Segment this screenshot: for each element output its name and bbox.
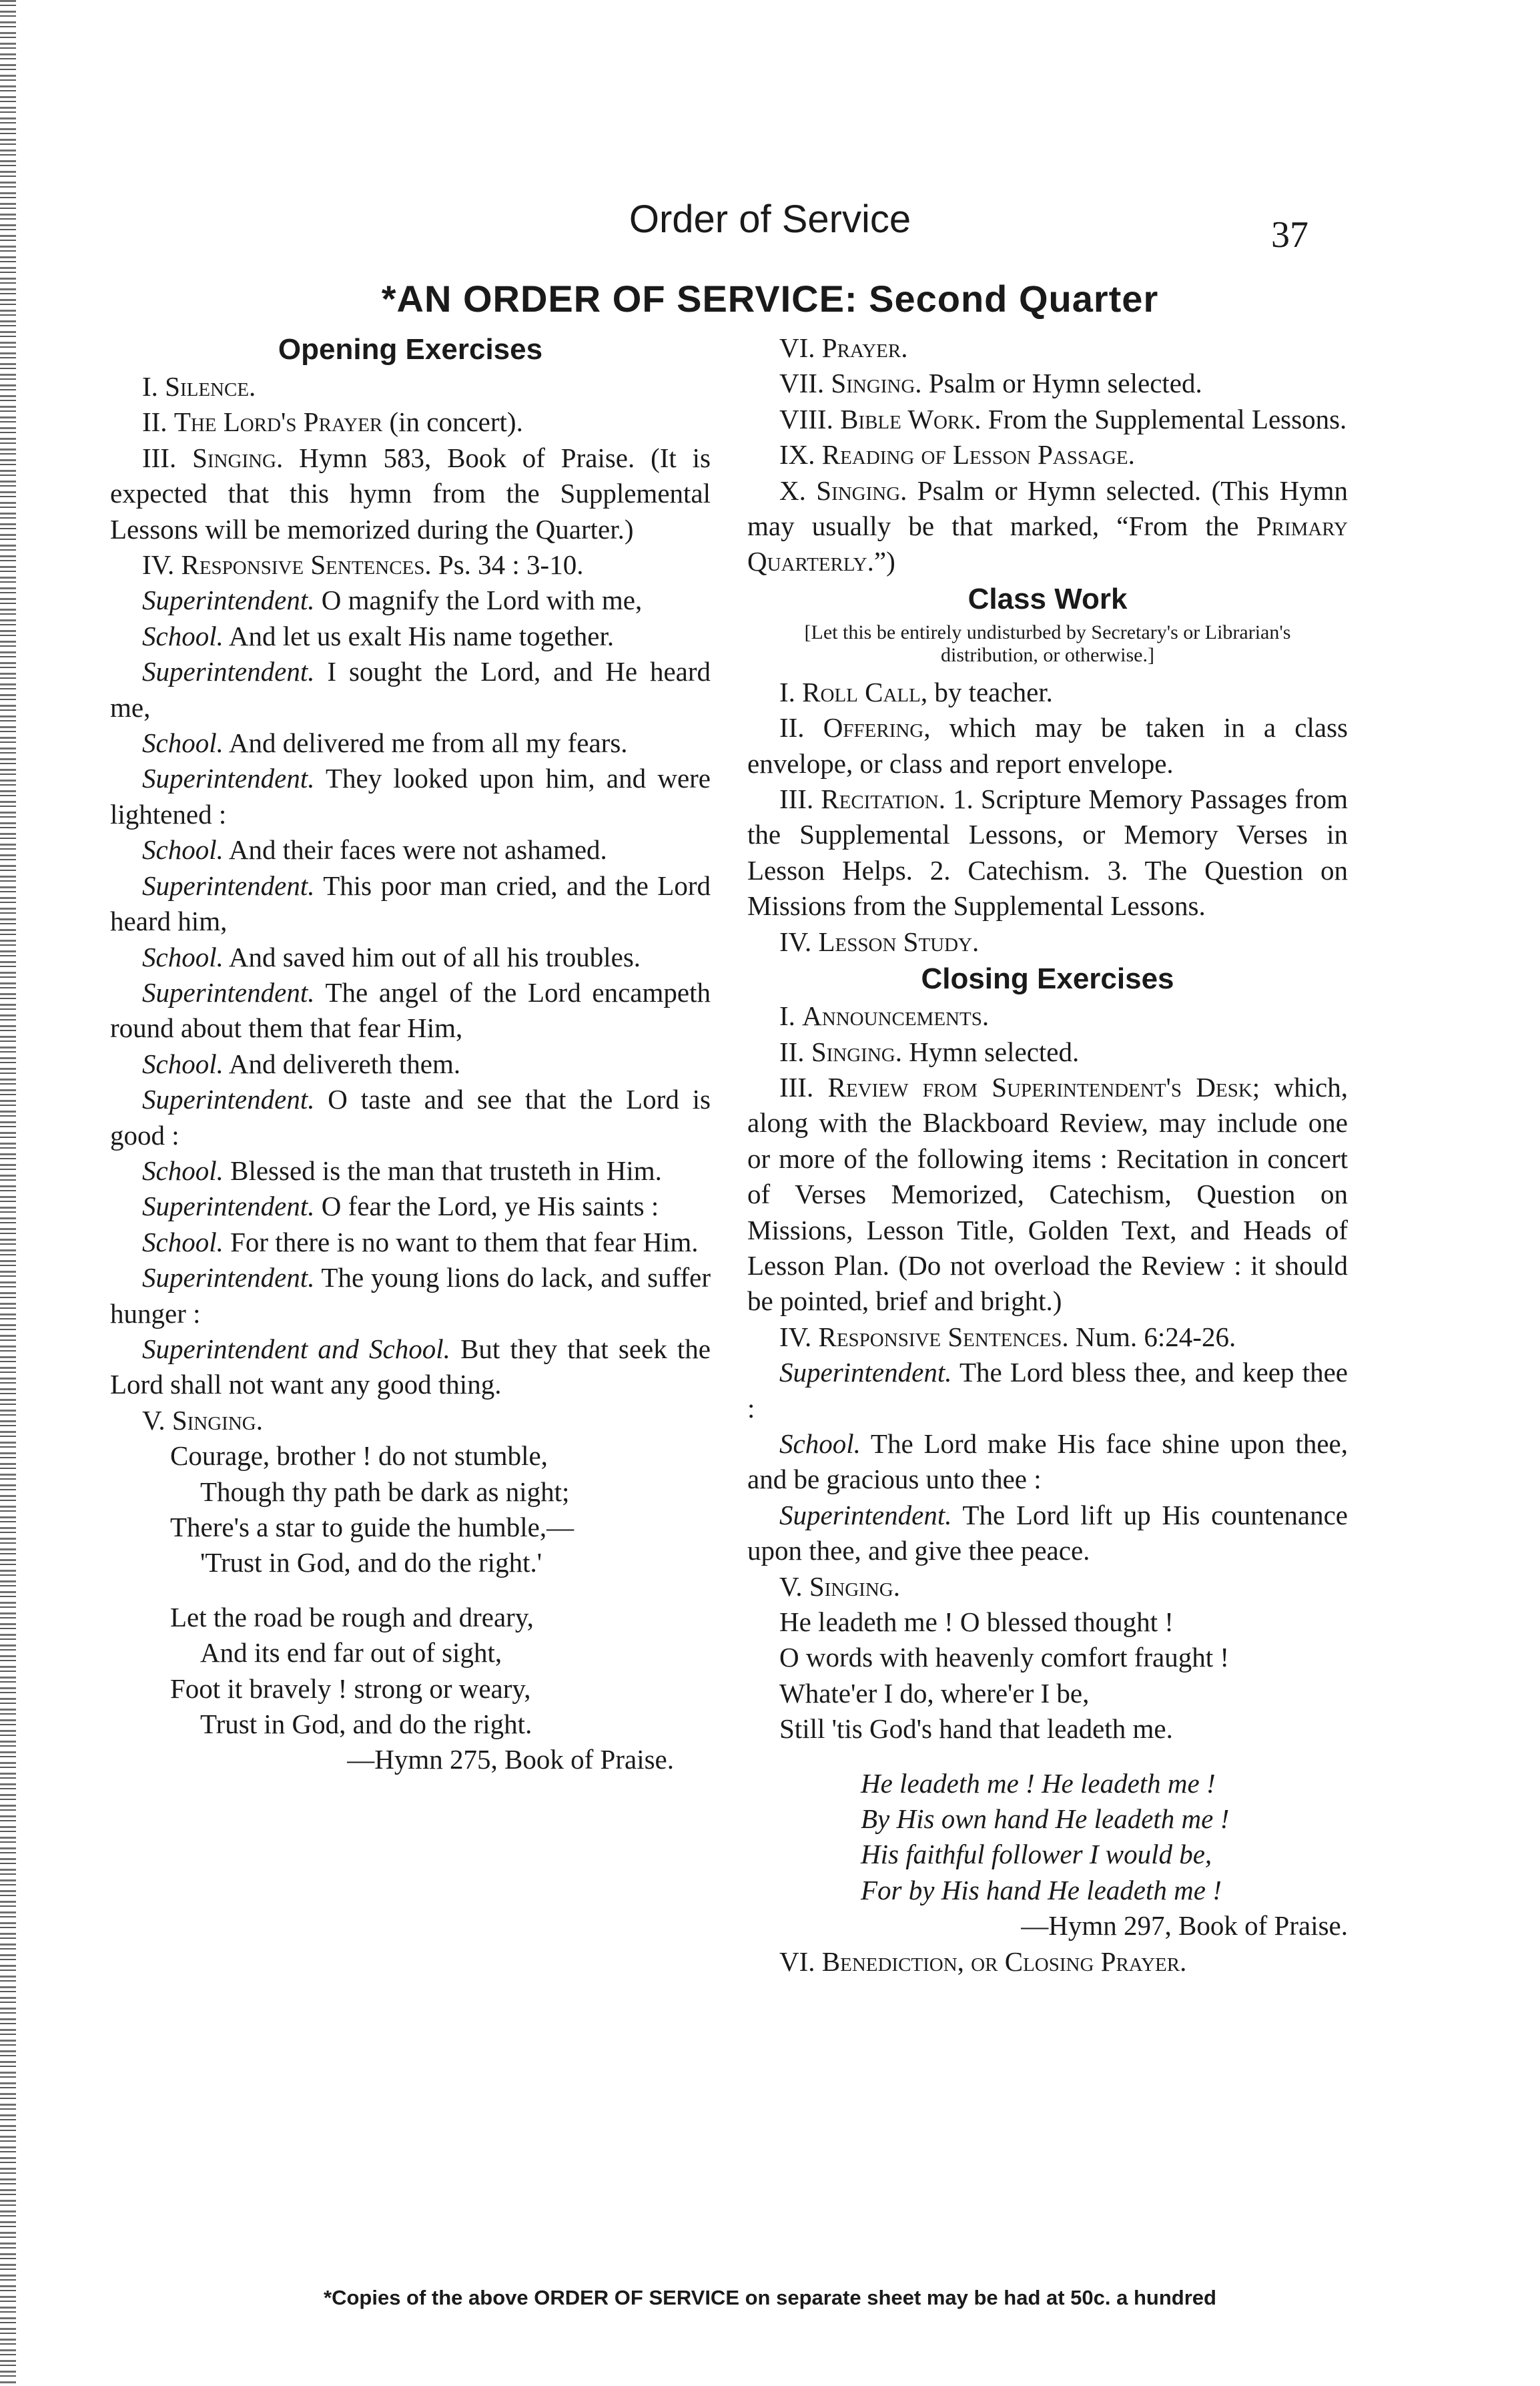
- response-line: School. The Lord make His face shine upon thee, and be gracious unto thee :: [747, 1428, 1348, 1495]
- item-singing-selected: X. Singing. Psalm or Hymn selected. (This Hymn may usually be that marked, “From the Primary Quarterly.”): [747, 475, 1349, 577]
- verse-line: Trust in God, and do the right.: [200, 1709, 532, 1740]
- opening-exercises-heading: Opening Exercises: [278, 333, 543, 366]
- chorus-line: His faithful follower I would be,: [861, 1839, 1212, 1870]
- item-reading-lesson: IX. Reading of Lesson Passage.: [779, 439, 1135, 471]
- item-prayer: VI. Prayer.: [779, 332, 908, 363]
- chorus-line: For by His hand He leadeth me !: [861, 1874, 1222, 1905]
- chorus-line: By His own hand He leadeth me !: [861, 1803, 1230, 1835]
- response-line: School. And let us exalt His name together.: [142, 620, 615, 651]
- response-line: School. And their faces were not ashamed.: [142, 834, 607, 866]
- item-review: III. Review from Superintendent's Desk; which, along with the Blackboard Review, may include one or more of the following items : Recitation in concert of Verses Memorized, Catechism, Question on Missions, Lesson Title, Golden Text, and Heads of Lesson Plan. (Do not overload the Review : it should be pointed, brief and bright.): [747, 1071, 1349, 1317]
- response-line: School. And saved him out of all his troubles.: [142, 941, 641, 972]
- item-announcements: I. Announcements.: [779, 1000, 990, 1032]
- item-roll-call: I. Roll Call, by teacher.: [779, 676, 1053, 707]
- response-line: Superintendent. The young lions do lack, and suffer hunger :: [110, 1262, 711, 1329]
- response-line: Superintendent. I sought the Lord, and He heard me,: [110, 656, 711, 723]
- item-bible-work: VIII. Bible Work. From the Supplemental Lessons.: [779, 403, 1347, 434]
- hymn-attribution: —Hymn 297, Book of Praise.: [1021, 1910, 1348, 1942]
- response-line: Superintendent and School. But they that seek the Lord shall not want any good thing.: [110, 1333, 711, 1400]
- chorus-line: He leadeth me ! He leadeth me !: [861, 1767, 1216, 1799]
- verse-line: Foot it bravely ! strong or weary,: [170, 1673, 531, 1704]
- item-offering: II. Offering, which may be taken in a class envelope, or class and report envelope.: [747, 712, 1349, 779]
- response-line: School. For there is no want to them that fear Him.: [142, 1226, 699, 1257]
- response-line: Superintendent. The Lord lift up His countenance upon thee, and give thee peace.: [747, 1499, 1348, 1566]
- response-line: Superintendent. O magnify the Lord with me,: [142, 585, 643, 616]
- left-column: [110, 330, 711, 1778]
- item-singing-psalm: VII. Singing. Psalm or Hymn selected.: [779, 368, 1202, 399]
- response-line: Superintendent. O fear the Lord, ye His saints :: [142, 1191, 659, 1222]
- hymn-275-verse: [170, 1438, 711, 1742]
- class-work-heading: Class Work: [968, 582, 1128, 615]
- footer-note: *Copies of the above ORDER OF SERVICE on separate sheet may be had at 50c. a hundred: [324, 2286, 1216, 2309]
- page-number: 37: [1271, 214, 1308, 256]
- response-line: Superintendent. The angel of the Lord encampeth round about them that fear Him,: [110, 976, 711, 1044]
- verse-line: 'Trust in God, and do the right.': [200, 1547, 542, 1578]
- closing-exercises-heading: Closing Exercises: [921, 962, 1174, 996]
- response-line: Superintendent. This poor man cried, and the Lord heard him,: [110, 870, 711, 937]
- item-silence: I. Silence.: [142, 371, 256, 402]
- response-line: School. And delivereth them.: [142, 1048, 461, 1079]
- page-binding-edge: [0, 0, 16, 2386]
- verse-line: Whate'er I do, where'er I be,: [779, 1677, 1090, 1709]
- item-responsive-sentences: IV. Responsive Sentences. Ps. 34 : 3-10.: [142, 549, 584, 581]
- verse-line: O words with heavenly comfort fraught !: [779, 1642, 1230, 1673]
- verse-line: Though thy path be dark as night;: [200, 1476, 570, 1507]
- verse-line: Let the road be rough and dreary,: [170, 1601, 534, 1632]
- item-singing-final: V. Singing.: [779, 1570, 900, 1602]
- response-line: Superintendent. O taste and see that the Lord is good :: [110, 1084, 711, 1151]
- hymn-297-verse: [779, 1604, 1348, 1747]
- item-lords-prayer: II. The Lord's Prayer (in concert).: [142, 406, 523, 438]
- response-line: School. And delivered me from all my fears.: [142, 727, 628, 759]
- verse-line: And its end far out of sight,: [200, 1637, 502, 1669]
- hymn-297-chorus: [861, 1766, 1348, 1909]
- item-lesson-study: IV. Lesson Study.: [779, 926, 980, 957]
- item-singing-hymn: V. Singing.: [142, 1404, 263, 1436]
- class-work-note: [Let this be entirely undisturbed by Secretary's or Librarian's distribution, or otherwise.]: [804, 621, 1291, 666]
- right-column: [747, 330, 1348, 1980]
- item-responsive-closing: IV. Responsive Sentences. Num. 6:24-26.: [779, 1321, 1236, 1352]
- page-title: *AN ORDER OF SERVICE: Second Quarter: [381, 278, 1159, 320]
- response-line: Superintendent. They looked upon him, and were lightened :: [110, 763, 711, 830]
- item-benediction: VI. Benediction, or Closing Prayer.: [779, 1946, 1187, 1977]
- verse-line: Still 'tis God's hand that leadeth me.: [779, 1713, 1173, 1745]
- item-singing-opening: III. Singing. Hymn 583, Book of Praise. (It is expected that this hymn from the Supplemental Lessons will be memorized during the Quarter.): [110, 442, 711, 545]
- hymn-attribution: —Hymn 275, Book of Praise.: [347, 1744, 674, 1775]
- item-singing-closing: II. Singing. Hymn selected.: [779, 1036, 1080, 1067]
- running-title: Order of Service: [629, 198, 911, 241]
- response-line: School. Blessed is the man that trusteth in Him.: [142, 1155, 662, 1186]
- verse-line: There's a star to guide the humble,—: [170, 1512, 574, 1542]
- response-line: Superintendent. The Lord bless thee, and keep thee :: [747, 1357, 1348, 1424]
- item-recitation: III. Recitation. 1. Scripture Memory Passages from the Supplemental Lessons, or Memory Verses in Lesson Helps. 2. Catechism. 3. The Question on Missions from the Supplemental Lessons.: [747, 784, 1348, 922]
- verse-line: He leadeth me ! O blessed thought !: [779, 1606, 1174, 1637]
- verse-line: Courage, brother ! do not stumble,: [170, 1440, 548, 1472]
